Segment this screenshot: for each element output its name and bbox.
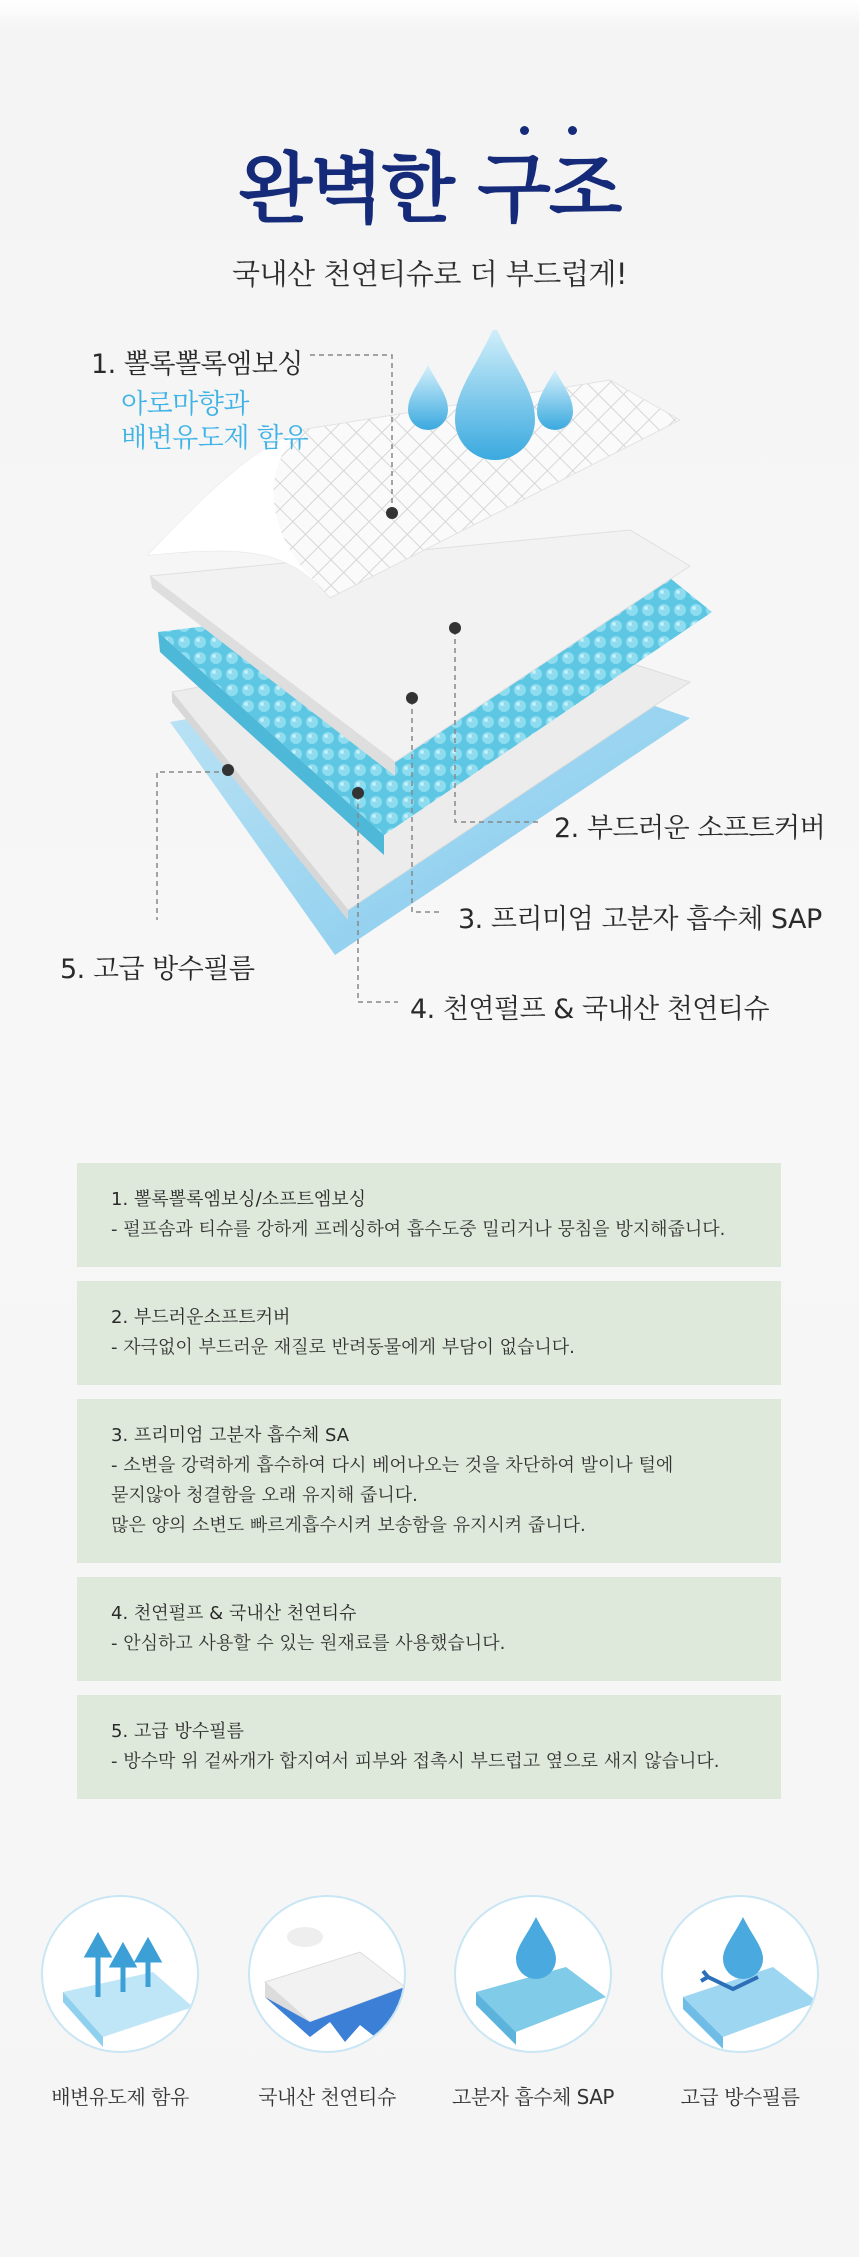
- icon-item-inducer: [25, 1895, 215, 2110]
- feature-desc: - 자극없이 부드러운 재질로 반려동물에게 부담이 없습니다.: [111, 1337, 575, 1358]
- feature-title: 2. 부드러운소프트커버: [111, 1307, 291, 1328]
- icon-item-tissue: [232, 1895, 422, 2110]
- structure-label-emboss: 1. 뽈록뽈록엠보싱: [91, 349, 303, 380]
- feature-desc: - 안심하고 사용할 수 있는 원재료를 사용했습니다.: [111, 1633, 506, 1654]
- feature-desc: - 방수막 위 겉싸개가 합지여서 피부와 접촉시 부드럽고 옆으로 새지 않습니다.: [111, 1751, 720, 1772]
- feature-desc: - 펄프솜과 티슈를 강하게 프레싱하여 흡수도중 밀리거나 뭉침을 방지해줍니다.: [111, 1219, 726, 1240]
- icon-label: 국내산 천연티슈: [258, 2085, 396, 2109]
- feature-box: [77, 1577, 781, 1681]
- icon-label: 고분자 흡수체 SAP: [452, 2085, 614, 2109]
- tissue-layers-icon: [248, 1895, 406, 2053]
- water-drop-right: [537, 370, 573, 430]
- icon-label: 고급 방수필름: [680, 2085, 800, 2109]
- feature-title: 4. 천연펄프 & 국내산 천연티슈: [111, 1603, 357, 1624]
- feature-title: 5. 고급 방수필름: [111, 1721, 244, 1742]
- feature-box: [77, 1163, 781, 1267]
- structure-label-soft-cover: 2. 부드러운 소프트커버: [554, 813, 826, 844]
- feature-icons: [0, 1895, 859, 2135]
- feature-title: 1. 뽈록뽈록엠보싱/소프트엠보싱: [111, 1189, 367, 1210]
- feature-desc: - 소변을 강력하게 흡수하여 다시 베어나오는 것을 차단하여 발이나 털에 묻지않아 청결함을 오래 유지해 줍니다. 많은 양의 소변도 빠르게흡수시켜 보송함을 유지시켜 줍니다.: [111, 1455, 674, 1536]
- page-title: 완벽한 구조: [238, 144, 621, 233]
- feature-box: [77, 1399, 781, 1563]
- page-subtitle: 국내산 천연티슈로 더 부드럽게!: [232, 257, 627, 291]
- arrows-up-icon: [41, 1895, 199, 2053]
- structure-label-sap: 3. 프리미엄 고분자 흡수체 SAP: [458, 904, 822, 935]
- structure-label-inducer: 배변유도제 함유: [121, 423, 309, 454]
- structure-label-pulp: 4. 천연펄프 & 국내산 천연티슈: [410, 994, 770, 1025]
- icon-label: 배변유도제 함유: [51, 2085, 189, 2109]
- feature-list: [77, 1163, 781, 1813]
- title-decoration-dots: [520, 126, 580, 138]
- structure-label-film: 5. 고급 방수필름: [60, 954, 255, 985]
- water-drop-large: [455, 330, 535, 460]
- structure-label-aroma: 아로마향과: [121, 389, 249, 420]
- water-drop-icon: [454, 1895, 612, 2053]
- waterproof-film-icon: [661, 1895, 819, 2053]
- icon-item-sap: [438, 1895, 628, 2110]
- water-drop-left: [408, 365, 448, 430]
- feature-box: [77, 1695, 781, 1799]
- icon-item-film: [645, 1895, 835, 2110]
- feature-title: 3. 프리미엄 고분자 흡수체 SA: [111, 1425, 350, 1446]
- feature-box: [77, 1281, 781, 1385]
